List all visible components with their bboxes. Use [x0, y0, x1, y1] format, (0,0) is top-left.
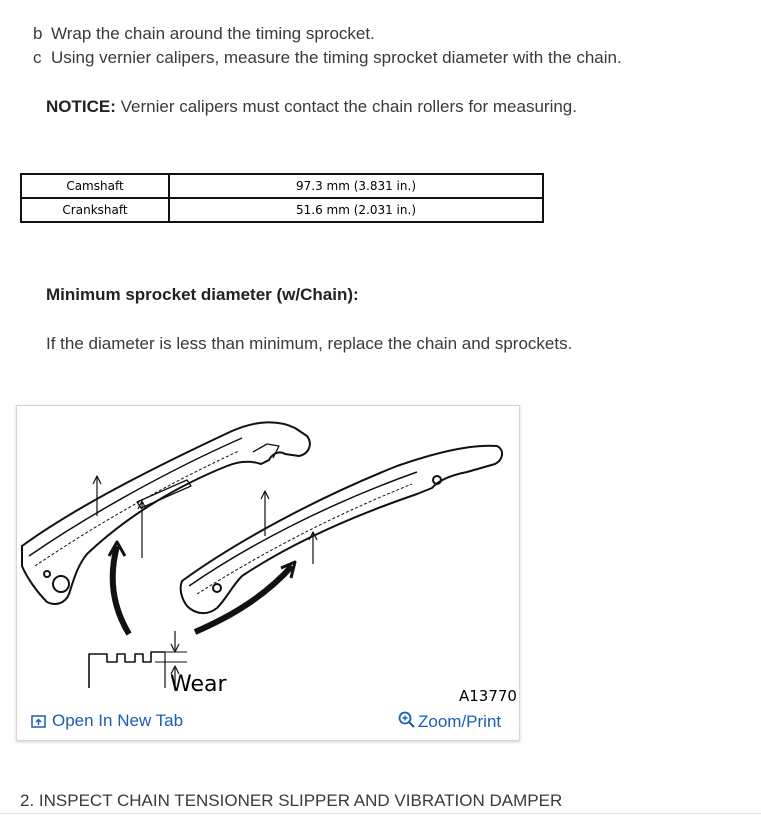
- notice-text: Vernier calipers must contact the chain rollers for measuring.: [115, 97, 577, 116]
- zoom-print-link[interactable]: [398, 711, 501, 732]
- step-c: [33, 48, 622, 68]
- figure-code: A13770: [459, 687, 517, 705]
- zoom-icon: [398, 711, 416, 729]
- minimum-diameter-heading: Minimum sprocket diameter (w/Chain):: [46, 285, 359, 304]
- spec-table: [20, 173, 544, 223]
- step-letter: c: [33, 48, 42, 67]
- wear-label: Wear: [170, 672, 227, 697]
- spec-name: Camshaft: [21, 174, 169, 198]
- open-in-new-tab-link[interactable]: [31, 711, 183, 731]
- table-row: [21, 198, 543, 222]
- open-tab-icon: [31, 715, 46, 728]
- step-letter: b: [33, 24, 43, 43]
- step-text: Using vernier calipers, measure the timing sprocket diameter with the chain.: [51, 48, 622, 67]
- step-b: [33, 24, 375, 44]
- spec-value: 97.3 mm (3.831 in.): [169, 174, 543, 198]
- section-heading: 2. INSPECT CHAIN TENSIONER SLIPPER AND VIBRATION DAMPER: [20, 791, 563, 810]
- table-row: [21, 174, 543, 198]
- open-in-new-tab-label: Open In New Tab: [52, 711, 184, 730]
- replacement-rule: If the diameter is less than minimum, replace the chain and sprockets.: [46, 334, 573, 353]
- step-text: Wrap the chain around the timing sprocket.: [51, 24, 375, 43]
- notice: [46, 97, 577, 117]
- figure-card: [16, 405, 520, 741]
- spec-value: 51.6 mm (2.031 in.): [169, 198, 543, 222]
- zoom-print-label: Zoom/Print: [418, 712, 502, 731]
- wear-detail: [89, 652, 165, 688]
- spec-name: Crankshaft: [21, 198, 169, 222]
- notice-label: NOTICE:: [46, 97, 116, 116]
- vibration-damper: [181, 446, 502, 613]
- divider: [0, 813, 761, 814]
- slipper-damper-illustration: [17, 406, 519, 740]
